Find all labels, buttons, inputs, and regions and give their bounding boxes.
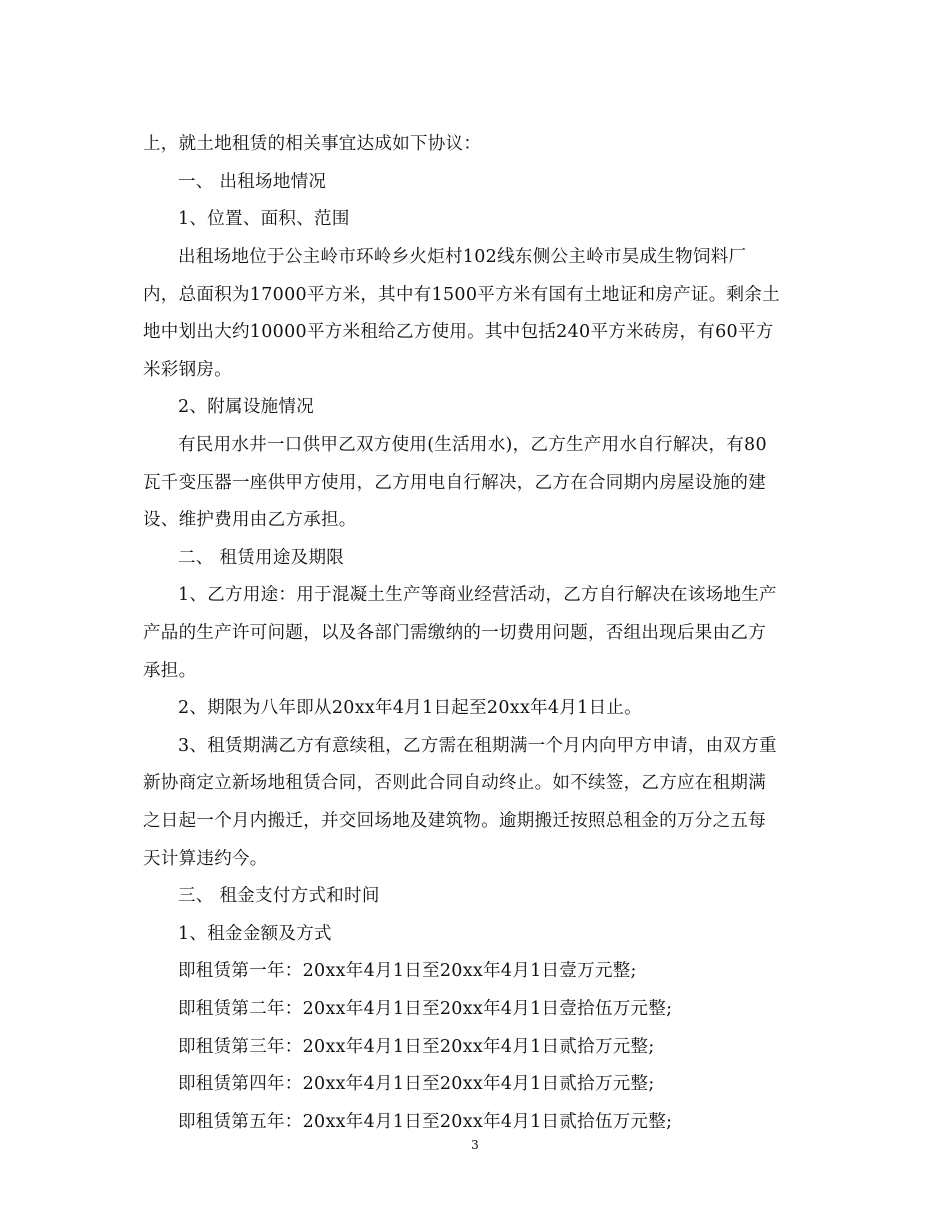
text-line: 1、乙方用途：用于混凝土生产等商业经营活动，乙方自行解决在该场地生产: [178, 585, 777, 605]
text-line: 地中划出大约10000平方米租给乙方使用。其中包括240平方米砖房，有60平方: [143, 322, 774, 342]
text-line: 天计算违约今。: [143, 849, 268, 869]
text-line: 3、租赁期满乙方有意续租，乙方需在租期满一个月内向甲方申请，由双方重: [178, 736, 777, 756]
rent-schedule-line: 即租赁第四年：20xx年4月1日至20xx年4月1日贰拾万元整;: [178, 1074, 655, 1094]
rent-schedule-line: 即租赁第三年：20xx年4月1日至20xx年4月1日贰拾万元整;: [178, 1037, 655, 1057]
text-line: 米彩钢房。: [143, 360, 232, 380]
section-heading: 二、 租赁用途及期限: [178, 548, 345, 568]
text-line: 之日起一个月内搬迁，并交回场地及建筑物。逾期搬迁按照总租金的万分之五每: [143, 811, 766, 831]
text-line: 瓦千变压器一座供甲方使用，乙方用电自行解决，乙方在合同期内房屋设施的建: [143, 473, 766, 493]
section-heading: 三、 租金支付方式和时间: [178, 886, 380, 906]
text-line: 上，就土地租赁的相关事宜达成如下协议：: [143, 134, 482, 154]
text-line: 内，总面积为17000平方米，其中有1500平方米有国有土地证和房产证。剩余土: [143, 285, 780, 305]
rent-schedule-line: 即租赁第一年：20xx年4月1日至20xx年4月1日壹万元整;: [178, 961, 637, 981]
text-line: 新协商定立新场地租赁合同，否则此合同自动终止。如不续签，乙方应在租期满: [143, 773, 766, 793]
subsection-heading: 1、租金金额及方式: [178, 924, 332, 944]
text-line: 产品的生产许可问题，以及各部门需缴纳的一切费用问题，否组出现后果由乙方: [143, 623, 766, 643]
text-line: 2、期限为八年即从20xx年4月1日起至20xx年4月1日止。: [178, 698, 642, 718]
rent-schedule-line: 即租赁第二年：20xx年4月1日至20xx年4月1日壹拾伍万元整;: [178, 999, 673, 1019]
rent-schedule-line: 即租赁第五年：20xx年4月1日至20xx年4月1日贰拾伍万元整;: [178, 1112, 673, 1132]
section-heading: 一、 出租场地情况: [178, 172, 327, 192]
text-line: 出租场地位于公主岭市环岭乡火炬村102线东侧公主岭市昊成生物饲料厂: [178, 247, 747, 267]
subsection-heading: 1、位置、面积、范围: [178, 209, 350, 229]
text-line: 承担。: [143, 661, 197, 681]
page-number: 3: [471, 1138, 479, 1152]
text-line: 有民用水井一口供甲乙双方使用(生活用水)，乙方生产用水自行解决，有80: [178, 435, 767, 455]
subsection-heading: 2、附属设施情况: [178, 397, 315, 417]
text-line: 设、维护费用由乙方承担。: [143, 510, 357, 530]
